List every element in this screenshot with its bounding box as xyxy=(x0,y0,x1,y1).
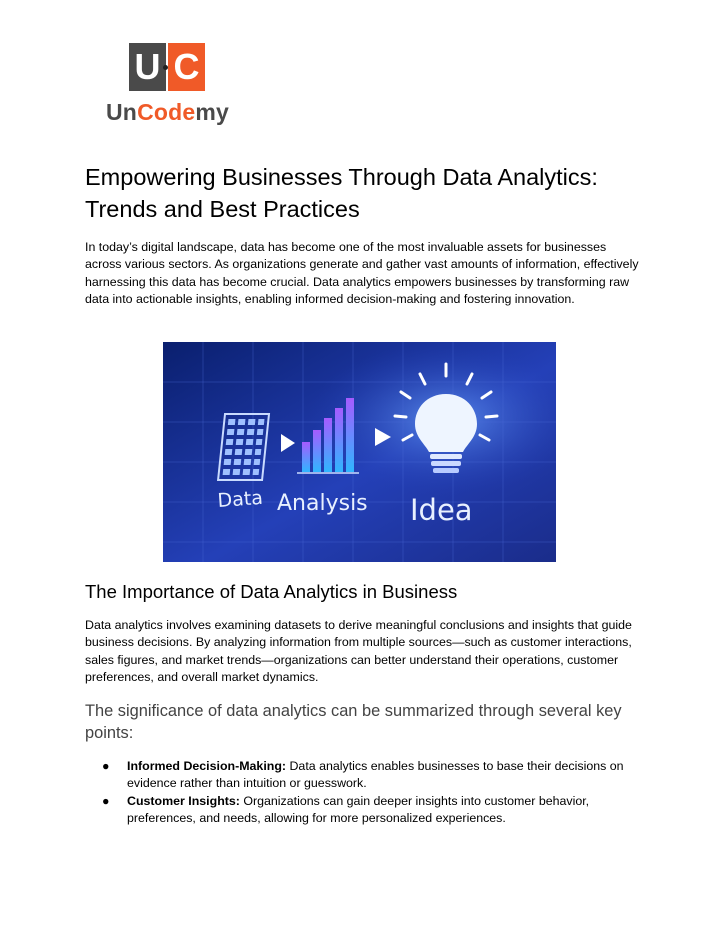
section-paragraph: Data analytics involves examining datasets to derive meaningful conclusions and insights that guide business decisions. By analyzing information from multiple sources—such as customer interactions, sales figures, and market trends—organizations can better understand their operations, customer preferences, and overall market dynamics. xyxy=(85,618,632,685)
intro-paragraph: In today’s digital landscape, data has become one of the most invaluable assets for businesses across various sectors. As organizations generate and gather vast amounts of information, effectively harnessing this data has become crucial. Data analytics empowers businesses by transforming raw data into actionable insights, enabling informed decision-making and fostering innovation. xyxy=(85,240,639,307)
hero-image xyxy=(163,342,556,562)
bullet-icon: ● xyxy=(102,759,110,773)
logo-wordmark: UnCodemy xyxy=(106,99,230,125)
logo-mark-c: C xyxy=(168,43,205,91)
bullet-icon: ● xyxy=(102,793,110,808)
list-item xyxy=(100,793,640,828)
section-heading-importance: The Importance of Data Analytics in Business xyxy=(85,581,458,602)
logo-mark-u: U xyxy=(129,43,166,91)
point-text: Data analytics enables businesses to base their decisions on evidence rather than intuition or guesswork. xyxy=(127,759,624,791)
uncodemy-logo xyxy=(106,43,231,125)
list-item xyxy=(100,758,640,793)
page-title: Empowering Businesses Through Data Analytics: Trends and Best Practices xyxy=(85,164,598,222)
point-title: Customer Insights: xyxy=(127,793,240,808)
subheading-significance: The significance of data analytics can be summarized through several key points: xyxy=(85,702,622,742)
point-text: Organizations can gain deeper insights into customer behavior, preferences, and needs, allowing for more personalized experiences. xyxy=(127,793,590,826)
hero-label-idea: Idea xyxy=(410,493,473,527)
key-points-list xyxy=(100,758,640,828)
data-analysis-idea-illustration xyxy=(163,342,556,562)
hero-label-data: Data xyxy=(216,486,264,512)
point-title: Informed Decision-Making: xyxy=(127,759,287,773)
hero-label-analysis: Analysis xyxy=(277,491,368,516)
